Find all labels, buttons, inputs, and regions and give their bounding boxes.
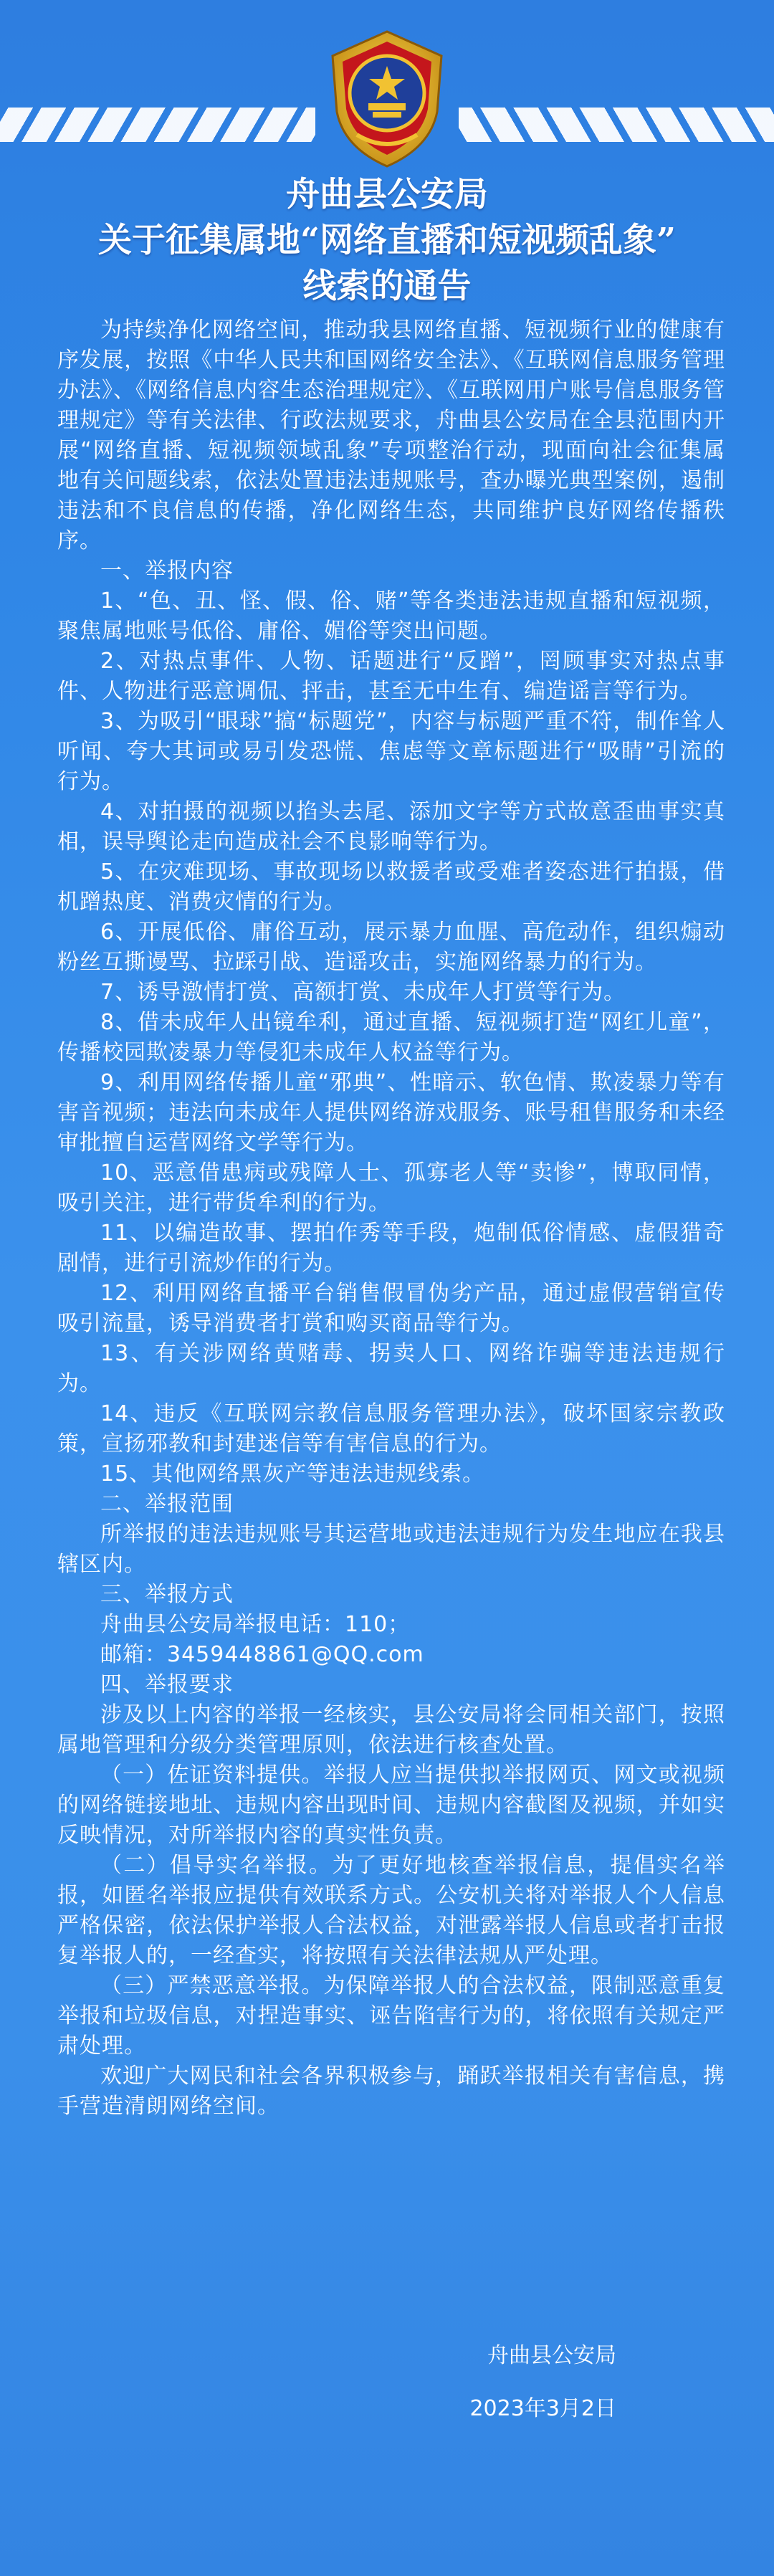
closing-paragraph: 欢迎广大网民和社会各界积极参与，踊跃举报相关有害信息，携手营造清朗网络空间。 [57, 2064, 725, 2119]
police-emblem-icon [322, 27, 452, 171]
report-phone: 舟曲县公安局举报电话：110； [100, 1612, 411, 1637]
list-item: 5、在灾难现场、事故现场以救援者或受难者姿态进行拍摄，借机蹭热度、消费灾情的行为。 [57, 859, 725, 915]
requirement-item: （三）严禁恶意举报。为保障举报人的合法权益，限制恶意重复举报和垃圾信息，对捏造事实、诬告陷害行为的，将依照有关规定严肃处理。 [57, 1973, 725, 2059]
intro-paragraph: 为持续净化网络空间，推动我县网络直播、短视频行业的健康有序发展，按照《中华人民共和国网络安全法》、《互联网信息服务管理办法》、《网络信息内容生态治理规定》、《互联网用户账号信息服务管理规定》等有关法律、行政法规要求，舟曲县公安局在全县范围内开展“网络直播、短视频领域乱象”专项整治行动，现面向社会征集属地有关问题线索，依法处置违法违规账号，查办曝光典型案例，遏制违法和不良信息的传播，净化网络生态，共同维护良好网络传播秩序。 [57, 318, 725, 553]
list-item: 15、其他网络黑灰产等违法违规线索。 [100, 1461, 485, 1487]
list-item: 3、为吸引“眼球”搞“标题党”，内容与标题严重不符，制作耸人听闻、夸大其词或易引发恐慌、焦虑等文章标题进行“吸睛”引流的行为。 [57, 709, 725, 794]
requirements-intro: 涉及以上内容的举报一经核实，县公安局将会同相关部门，按照属地管理和分级分类管理原则，依法进行核查处置。 [57, 1702, 725, 1757]
section-heading-report-scope: 二、举报范围 [100, 1492, 234, 1517]
list-item: 9、利用网络传播儿童“邪典”、性暗示、软色情、欺凌暴力等有害音视频；违法向未成年人提供网络游戏服务、账号租售服务和未经审批擅自运营网络文学等行为。 [57, 1070, 725, 1155]
list-item: 8、借未成年人出镜牟利，通过直播、短视频打造“网红儿童”，传播校园欺凌暴力等侵犯未成年人权益等行为。 [57, 1010, 725, 1065]
signature-issuer: 舟曲县公安局 [487, 2343, 616, 2368]
list-item: 13、有关涉网络黄赌毒、拐卖人口、网络诈骗等违法违规行为。 [57, 1341, 725, 1396]
report-scope-text: 所举报的违法违规账号其运营地或违法违规行为发生地应在我县辖区内。 [57, 1522, 725, 1577]
section-heading-report-requirements: 四、举报要求 [100, 1672, 234, 1697]
notice-title [0, 172, 774, 310]
header-banner [0, 0, 774, 172]
list-item: 10、恶意借患病或残障人士、孤寡老人等“卖惨”，博取同情，吸引关注，进行带货牟利的行为。 [57, 1160, 725, 1216]
list-item: 2、对热点事件、人物、话题进行“反蹭”，罔顾事实对热点事件、人物进行恶意调侃、抨击，甚至无中生有、编造谣言等行为。 [57, 649, 725, 704]
section-heading-report-method: 三、举报方式 [100, 1582, 234, 1607]
notice-body [57, 315, 725, 2122]
title-subject-continued: 线索的通告 [302, 267, 472, 306]
title-issuer: 舟曲县公安局 [286, 175, 488, 214]
list-item: 1、“色、丑、怪、假、俗、赌”等各类违法违规直播和短视频，聚焦属地账号低俗、庸俗、媚俗等突出问题。 [57, 588, 725, 644]
list-item: 4、对拍摄的视频以掐头去尾、添加文字等方式故意歪曲事实真相，误导舆论走向造成社会不良影响等行为。 [57, 799, 725, 854]
requirement-item: （二）倡导实名举报。为了更好地核查举报信息，提倡实名举报，如匿名举报应提供有效联系方式。公安机关将对举报人个人信息严格保密，依法保护举报人合法权益，对泄露举报人信息或者打击报复举报人的，一经查实，将按照有关法律法规从严处理。 [57, 1853, 725, 1968]
list-item: 12、利用网络直播平台销售假冒伪劣产品，通过虚假营销宣传吸引流量，诱导消费者打赏和购买商品等行为。 [57, 1281, 725, 1336]
list-item: 7、诱导激情打赏、高额打赏、未成年人打赏等行为。 [100, 980, 626, 1005]
requirement-item: （一）佐证资料提供。举报人应当提供拟举报网页、网文或视频的网络链接地址、违规内容出现时间、违规内容截图及视频，并如实反映情况，对所举报内容的真实性负责。 [57, 1762, 725, 1848]
signature-date: 2023年3月2日 [469, 2396, 616, 2421]
list-item: 6、开展低俗、庸俗互动，展示暴力血腥、高危动作，组织煽动粉丝互撕谩骂、拉踩引战、造谣攻击，实施网络暴力的行为。 [57, 920, 725, 975]
section-heading-report-content: 一、举报内容 [100, 558, 234, 583]
report-email: 邮箱：3459448861@QQ.com [100, 1642, 424, 1667]
list-item: 14、违反《互联网宗教信息服务管理办法》，破坏国家宗教政策，宣扬邪教和封建迷信等有害信息的行为。 [57, 1401, 725, 1456]
list-item: 11、以编造故事、摆拍作秀等手段，炮制低俗情感、虚假猎奇剧情，进行引流炒作的行为。 [57, 1221, 725, 1276]
title-subject: 关于征集属地“网络直播和短视频乱象” [97, 221, 677, 260]
right-wing-stripes [459, 108, 774, 142]
left-wing-stripes [0, 108, 315, 142]
